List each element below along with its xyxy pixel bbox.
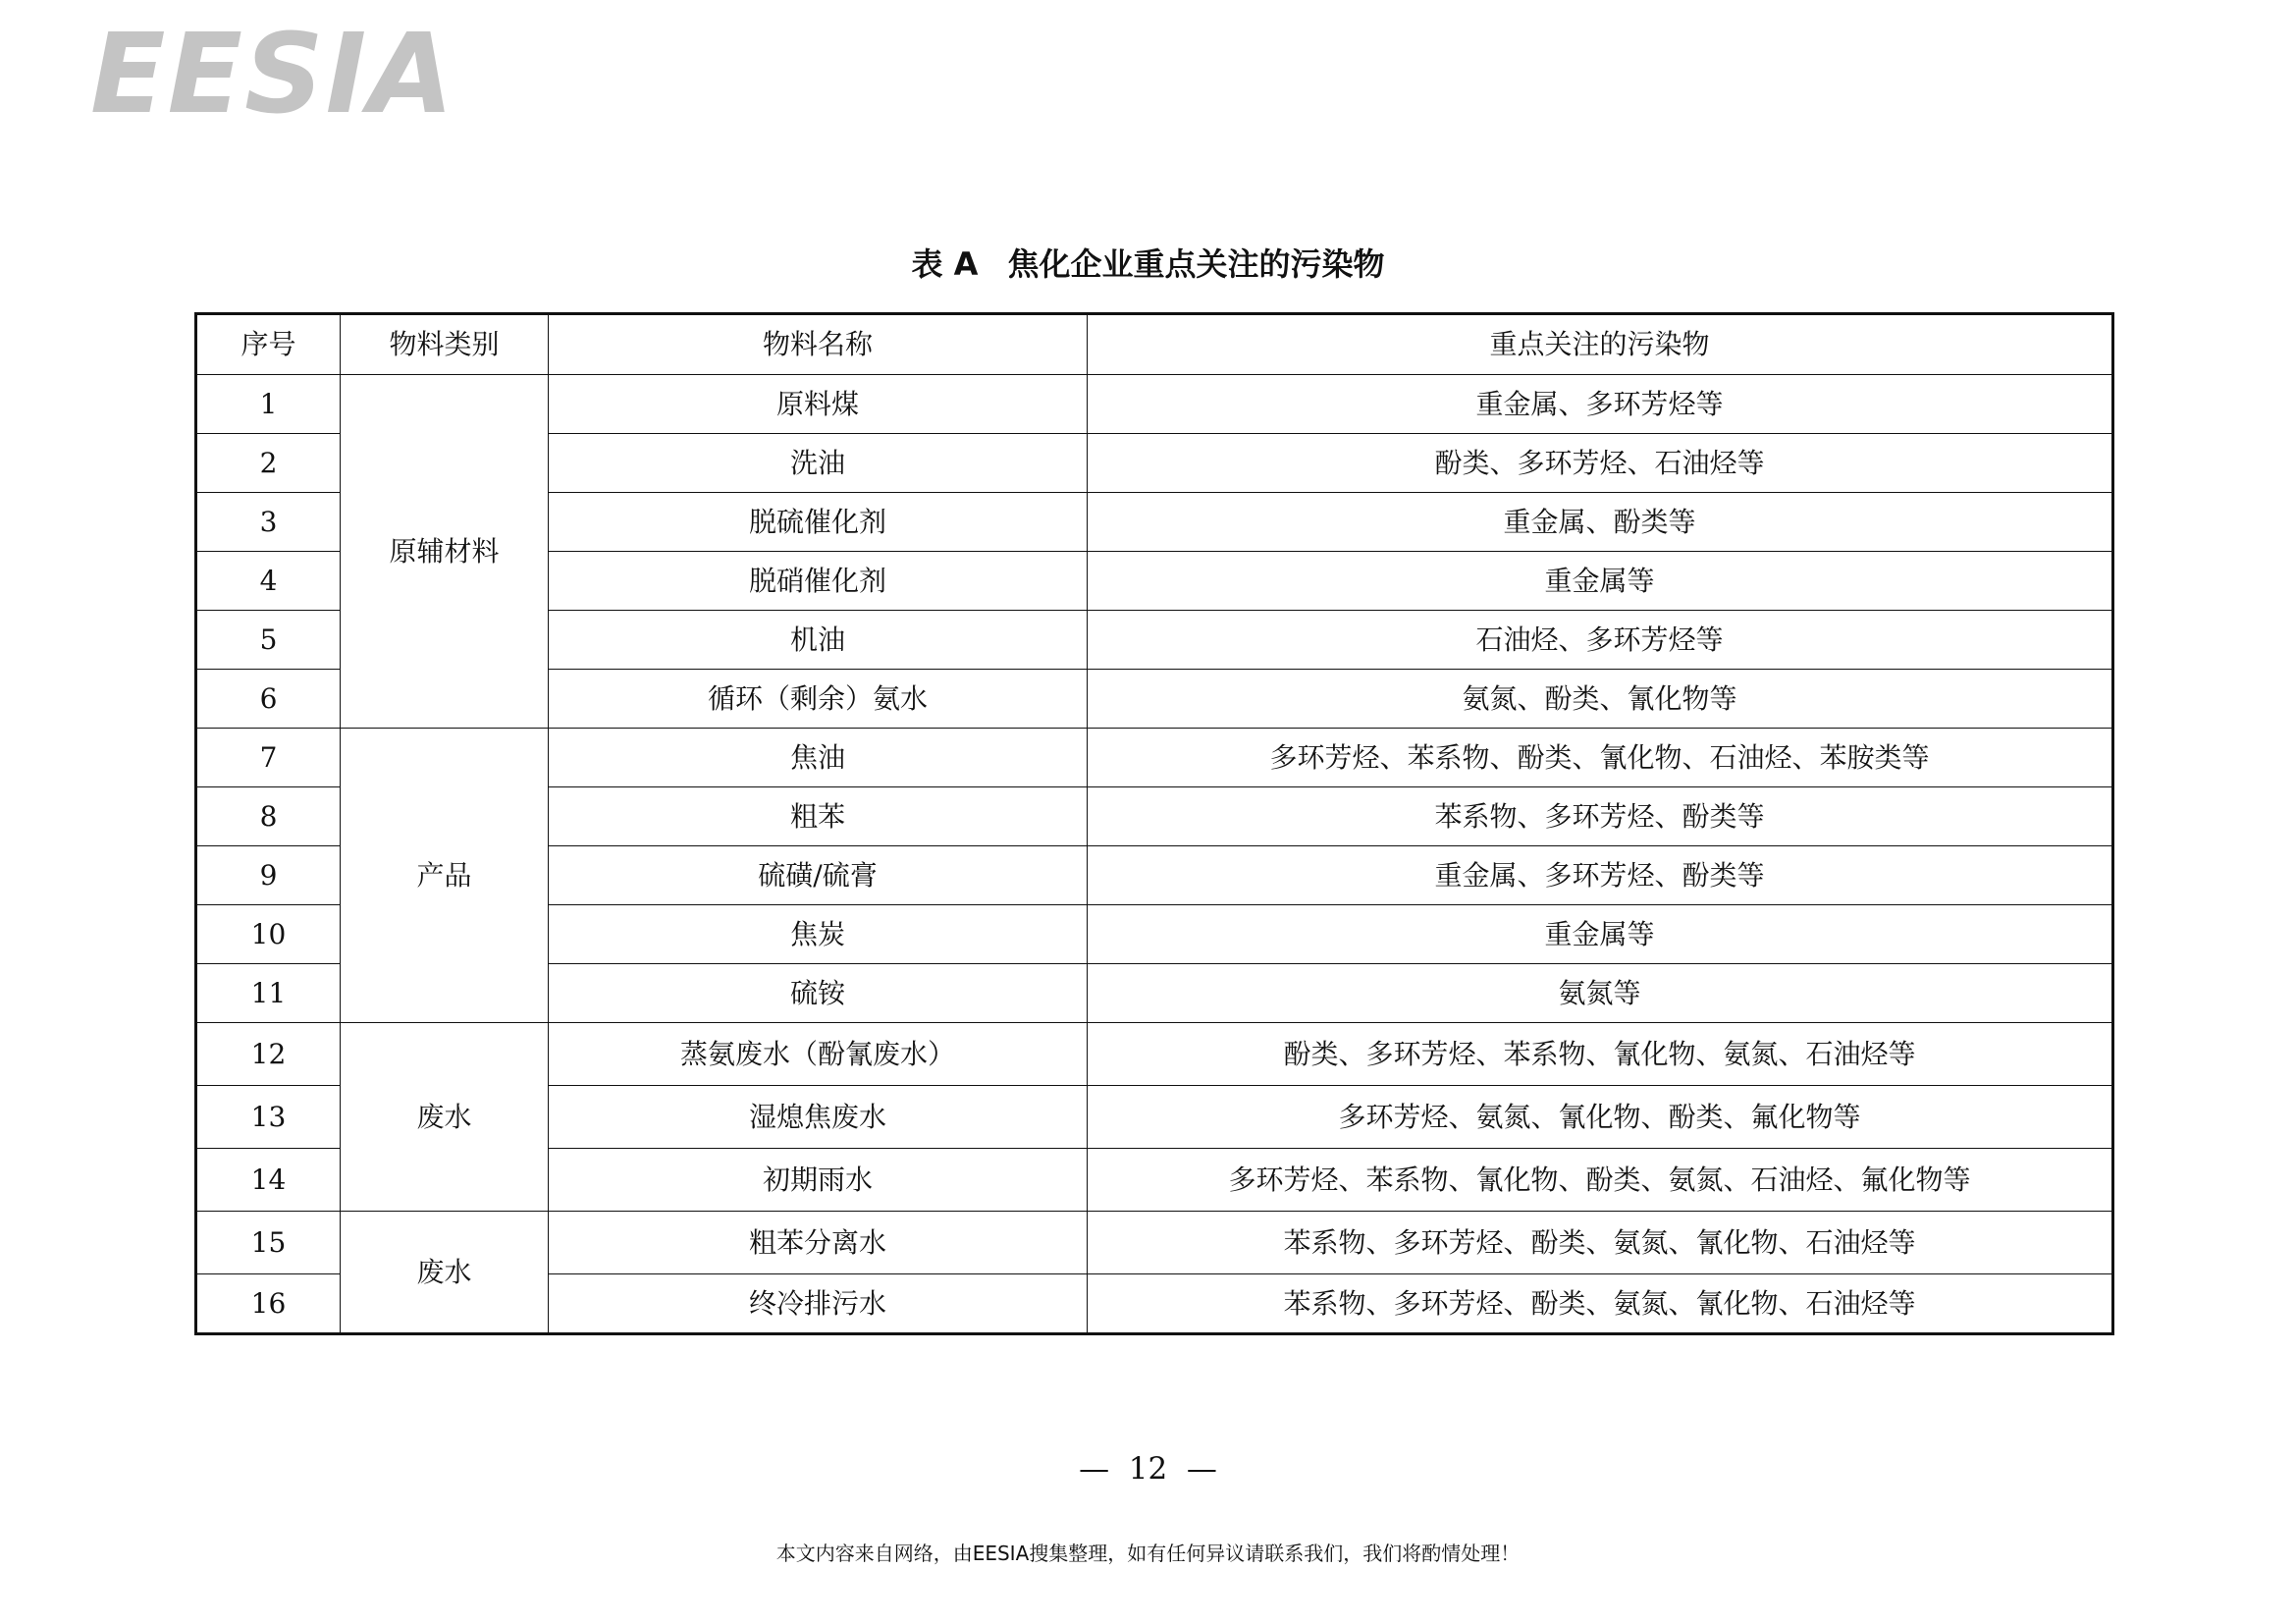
pollutants-cell: 酚类、多环芳烃、苯系物、氰化物、氨氮、石油烃等 — [1088, 1023, 2113, 1086]
seq-cell: 13 — [196, 1086, 341, 1149]
pollutants-cell: 重金属等 — [1088, 905, 2113, 964]
seq-cell: 4 — [196, 552, 341, 611]
material-name-cell: 原料煤 — [549, 375, 1088, 434]
pollutants-cell: 苯系物、多环芳烃、酚类、氨氮、氰化物、石油烃等 — [1088, 1274, 2113, 1334]
material-name-cell: 脱硝催化剂 — [549, 552, 1088, 611]
table-row — [196, 729, 2113, 787]
pollutants-cell: 苯系物、多环芳烃、酚类、氨氮、氰化物、石油烃等 — [1088, 1212, 2113, 1274]
header-category: 物料类别 — [341, 314, 549, 375]
seq-cell: 8 — [196, 787, 341, 846]
category-cell: 废水 — [341, 1212, 549, 1334]
material-name-cell: 蒸氨废水（酚氰废水） — [549, 1023, 1088, 1086]
seq-cell: 1 — [196, 375, 341, 434]
seq-cell: 3 — [196, 493, 341, 552]
header-seq: 序号 — [196, 314, 341, 375]
seq-cell: 12 — [196, 1023, 341, 1086]
page-number: — 12 — — [1079, 1451, 1217, 1487]
material-name-cell: 焦炭 — [549, 905, 1088, 964]
table-title — [0, 240, 2296, 285]
material-name-cell: 硫铵 — [549, 964, 1088, 1023]
seq-cell: 9 — [196, 846, 341, 905]
material-name-cell: 终冷排污水 — [549, 1274, 1088, 1334]
category-cell: 废水 — [341, 1023, 549, 1212]
pollutants-cell: 重金属、酚类等 — [1088, 493, 2113, 552]
table-title-text: 焦化企业重点关注的污染物 — [1007, 245, 1385, 283]
pollutants-cell: 重金属等 — [1088, 552, 2113, 611]
material-name-cell: 机油 — [549, 611, 1088, 670]
seq-cell: 10 — [196, 905, 341, 964]
seq-cell: 16 — [196, 1274, 341, 1334]
material-name-cell: 粗苯分离水 — [549, 1212, 1088, 1274]
table-row — [196, 1023, 2113, 1086]
seq-cell: 5 — [196, 611, 341, 670]
category-cell: 原辅材料 — [341, 375, 549, 729]
pollutant-table — [194, 312, 2114, 1335]
material-name-cell: 粗苯 — [549, 787, 1088, 846]
pollutants-cell: 重金属、多环芳烃、酚类等 — [1088, 846, 2113, 905]
material-name-cell: 脱硫催化剂 — [549, 493, 1088, 552]
seq-cell: 7 — [196, 729, 341, 787]
footer-note: 本文内容来自网络，由EESIA搜集整理，如有任何异议请联系我们，我们将酌情处理！ — [775, 1542, 1521, 1565]
seq-cell: 6 — [196, 670, 341, 729]
header-name: 物料名称 — [549, 314, 1088, 375]
pollutants-cell: 苯系物、多环芳烃、酚类等 — [1088, 787, 2113, 846]
table-row — [196, 375, 2113, 434]
material-name-cell: 洗油 — [549, 434, 1088, 493]
seq-cell: 15 — [196, 1212, 341, 1274]
pollutants-cell: 多环芳烃、苯系物、氰化物、酚类、氨氮、石油烃、氟化物等 — [1088, 1149, 2113, 1212]
table-row — [196, 1212, 2113, 1274]
header-pollutants: 重点关注的污染物 — [1088, 314, 2113, 375]
material-name-cell: 焦油 — [549, 729, 1088, 787]
pollutants-cell: 多环芳烃、氨氮、氰化物、酚类、氟化物等 — [1088, 1086, 2113, 1149]
eesia-logo: EESIA — [90, 11, 456, 138]
pollutants-cell: 多环芳烃、苯系物、酚类、氰化物、石油烃、苯胺类等 — [1088, 729, 2113, 787]
table-number: 表 A — [911, 245, 979, 283]
seq-cell: 2 — [196, 434, 341, 493]
pollutants-cell: 石油烃、多环芳烃等 — [1088, 611, 2113, 670]
table-header-row — [196, 314, 2113, 375]
pollutants-cell: 重金属、多环芳烃等 — [1088, 375, 2113, 434]
pollutants-cell: 氨氮、酚类、氰化物等 — [1088, 670, 2113, 729]
material-name-cell: 初期雨水 — [549, 1149, 1088, 1212]
seq-cell: 14 — [196, 1149, 341, 1212]
material-name-cell: 硫磺/硫膏 — [549, 846, 1088, 905]
seq-cell: 11 — [196, 964, 341, 1023]
material-name-cell: 循环（剩余）氨水 — [549, 670, 1088, 729]
material-name-cell: 湿熄焦废水 — [549, 1086, 1088, 1149]
pollutants-cell: 氨氮等 — [1088, 964, 2113, 1023]
category-cell: 产品 — [341, 729, 549, 1023]
pollutants-cell: 酚类、多环芳烃、石油烃等 — [1088, 434, 2113, 493]
